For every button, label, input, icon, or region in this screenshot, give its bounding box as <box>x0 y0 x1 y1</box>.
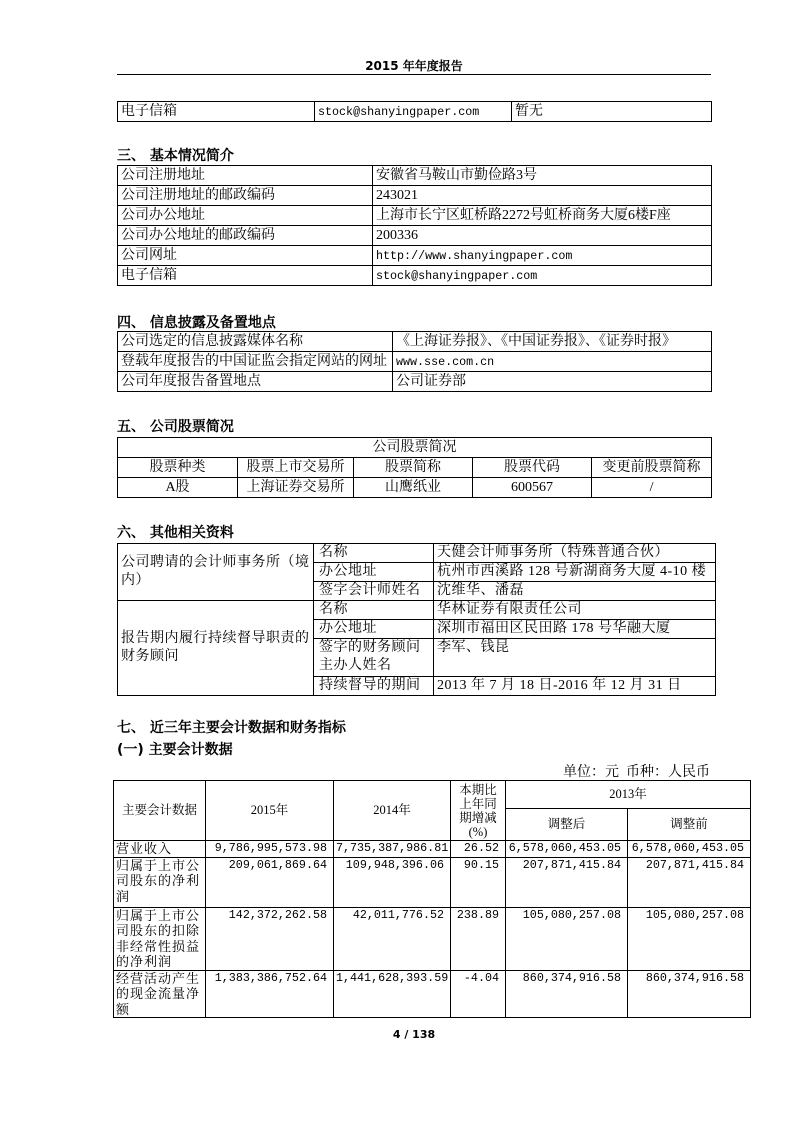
table-row <box>118 544 716 563</box>
stock-table <box>117 437 712 498</box>
table-row <box>118 478 712 498</box>
page-header-title: 2015 年年度报告 <box>365 59 463 73</box>
section-basic-info-title: 三、 基本情况简介 <box>117 148 234 164</box>
email-note: 暂无 <box>512 102 712 122</box>
value-2013-adjusted: 860,374,916.58 <box>506 970 628 1018</box>
table-row <box>118 206 712 226</box>
value-2013-before: 207,871,415.84 <box>628 857 751 907</box>
table-row <box>114 907 751 970</box>
other-info-table <box>117 543 716 696</box>
section-financials-title: 七、 近三年主要会计数据和财务指标 <box>117 720 346 736</box>
row-value: 243021 <box>373 186 712 206</box>
row-value: www.sse.com.cn <box>393 352 712 372</box>
value-change: 238.89 <box>451 907 506 970</box>
row-value: 200336 <box>373 226 712 246</box>
section-stock-title: 五、 公司股票简况 <box>117 419 234 435</box>
stock-type: A股 <box>118 478 238 498</box>
stock-short-name: 山鹰纸业 <box>354 478 473 498</box>
row-item: 经营活动产生的现金流量净额 <box>114 970 206 1018</box>
value-2015: 9,786,995,573.98 <box>206 841 334 858</box>
table-header-row <box>118 458 712 478</box>
table-row <box>118 246 712 266</box>
row-value: 上海市长宁区虹桥路2272号虹桥商务大厦6楼F座 <box>373 206 712 226</box>
table-row <box>114 841 751 858</box>
row-key: 持续督导的期间 <box>314 677 434 696</box>
row-key: 名称 <box>314 601 434 620</box>
website-value: http://www.shanyingpaper.com <box>373 246 712 266</box>
column-header: 股票上市交易所 <box>238 458 354 478</box>
email-label: 电子信箱 <box>118 102 315 122</box>
row-label: 公司办公地址的邮政编码 <box>118 226 373 246</box>
header-rule <box>117 74 711 75</box>
row-label: 电子信箱 <box>118 266 373 286</box>
value-2014: 1,441,628,393.59 <box>334 970 451 1018</box>
column-header-adjusted: 调整后 <box>506 809 628 841</box>
row-value: 华林证券有限责任公司 <box>434 601 716 620</box>
table-row <box>118 102 712 122</box>
row-label: 公司注册地址的邮政编码 <box>118 186 373 206</box>
row-label: 公司选定的信息披露媒体名称 <box>118 332 393 352</box>
table-row <box>118 601 716 620</box>
table-row <box>114 857 751 907</box>
row-item: 归属于上市公司股东的扣除非经常性损益的净利润 <box>114 907 206 970</box>
table-row <box>118 226 712 246</box>
column-header: 股票简称 <box>354 458 473 478</box>
value-2015: 142,372,262.58 <box>206 907 334 970</box>
value-2013-adjusted: 6,578,060,453.05 <box>506 841 628 858</box>
column-header-2014: 2014年 <box>334 781 451 841</box>
value-2013-adjusted: 105,080,257.08 <box>506 907 628 970</box>
table-row <box>118 186 712 206</box>
row-key: 办公地址 <box>314 563 434 582</box>
email-value: stock@shanyingpaper.com <box>315 102 512 122</box>
basic-info-table <box>117 165 712 286</box>
row-label: 公司网址 <box>118 246 373 266</box>
stock-former-name: / <box>592 478 712 498</box>
table-header-row <box>114 781 751 809</box>
value-2013-adjusted: 207,871,415.84 <box>506 857 628 907</box>
stock-table-title: 公司股票简况 <box>118 438 712 458</box>
column-header: 股票代码 <box>473 458 592 478</box>
column-header-2015: 2015年 <box>206 781 334 841</box>
value-2014: 7,735,387,986.81 <box>334 841 451 858</box>
column-header-change: 本期比上年同期增减(%) <box>451 781 506 841</box>
stock-exchange: 上海证券交易所 <box>238 478 354 498</box>
row-value: 天健会计师事务所（特殊普通合伙） <box>434 544 716 563</box>
row-value: 《上海证券报》、《中国证券报》、《证券时报》 <box>393 332 712 352</box>
row-key: 签字的财务顾问主办人姓名 <box>314 639 434 677</box>
page-number: 4 / 138 <box>392 1028 436 1041</box>
section-disclosure-title: 四、 信息披露及备置地点 <box>117 315 276 331</box>
email-value: stock@shanyingpaper.com <box>373 266 712 286</box>
column-header-before-adjustment: 调整前 <box>628 809 751 841</box>
row-value: 公司证券部 <box>393 372 712 392</box>
row-label: 公司办公地址 <box>118 206 373 226</box>
row-value: 杭州市西溪路 128 号新湖商务大厦 4-10 楼 <box>434 563 716 582</box>
contact-email-table <box>117 101 712 122</box>
row-key: 办公地址 <box>314 620 434 639</box>
row-label: 登载年度报告的中国证监会指定网站的网址 <box>118 352 393 372</box>
value-change: -4.04 <box>451 970 506 1018</box>
value-change: 26.52 <box>451 841 506 858</box>
row-value: 深圳市福田区民田路 178 号华融大厦 <box>434 620 716 639</box>
table-row <box>114 970 751 1018</box>
row-item: 归属于上市公司股东的净利润 <box>114 857 206 907</box>
disclosure-table <box>117 331 712 392</box>
value-change: 90.15 <box>451 857 506 907</box>
column-header-2013: 2013年 <box>506 781 751 809</box>
table-row <box>118 266 712 286</box>
table-row <box>118 332 712 352</box>
financials-subtitle: (一) 主要会计数据 <box>117 742 233 758</box>
value-2013-before: 105,080,257.08 <box>628 907 751 970</box>
advisor-label: 报告期内履行持续督导职责的财务顾问 <box>118 601 314 696</box>
column-header-item: 主要会计数据 <box>114 781 206 841</box>
section-other-info-title: 六、 其他相关资料 <box>117 525 234 541</box>
financials-table <box>113 780 751 1018</box>
value-2013-before: 6,578,060,453.05 <box>628 841 751 858</box>
row-value: 李军、钱昆 <box>434 639 716 677</box>
row-label: 公司注册地址 <box>118 166 373 186</box>
row-label: 公司年度报告备置地点 <box>118 372 393 392</box>
column-header: 变更前股票简称 <box>592 458 712 478</box>
auditor-label: 公司聘请的会计师事务所（境内） <box>118 544 314 601</box>
row-value: 2013 年 7 月 18 日-2016 年 12 月 31 日 <box>434 677 716 696</box>
row-item: 营业收入 <box>114 841 206 858</box>
value-2013-before: 860,374,916.58 <box>628 970 751 1018</box>
stock-code: 600567 <box>473 478 592 498</box>
value-2014: 42,011,776.52 <box>334 907 451 970</box>
table-row <box>118 438 712 458</box>
table-row <box>118 166 712 186</box>
value-2015: 1,383,386,752.64 <box>206 970 334 1018</box>
row-value: 安徽省马鞍山市勤俭路3号 <box>373 166 712 186</box>
value-2015: 209,061,869.64 <box>206 857 334 907</box>
unit-currency-note: 单位：元 币种：人民币 <box>563 765 710 780</box>
column-header: 股票种类 <box>118 458 238 478</box>
row-key: 名称 <box>314 544 434 563</box>
row-key: 签字会计师姓名 <box>314 582 434 601</box>
table-row <box>118 352 712 372</box>
value-2014: 109,948,396.06 <box>334 857 451 907</box>
table-row <box>118 372 712 392</box>
row-value: 沈维华、潘磊 <box>434 582 716 601</box>
